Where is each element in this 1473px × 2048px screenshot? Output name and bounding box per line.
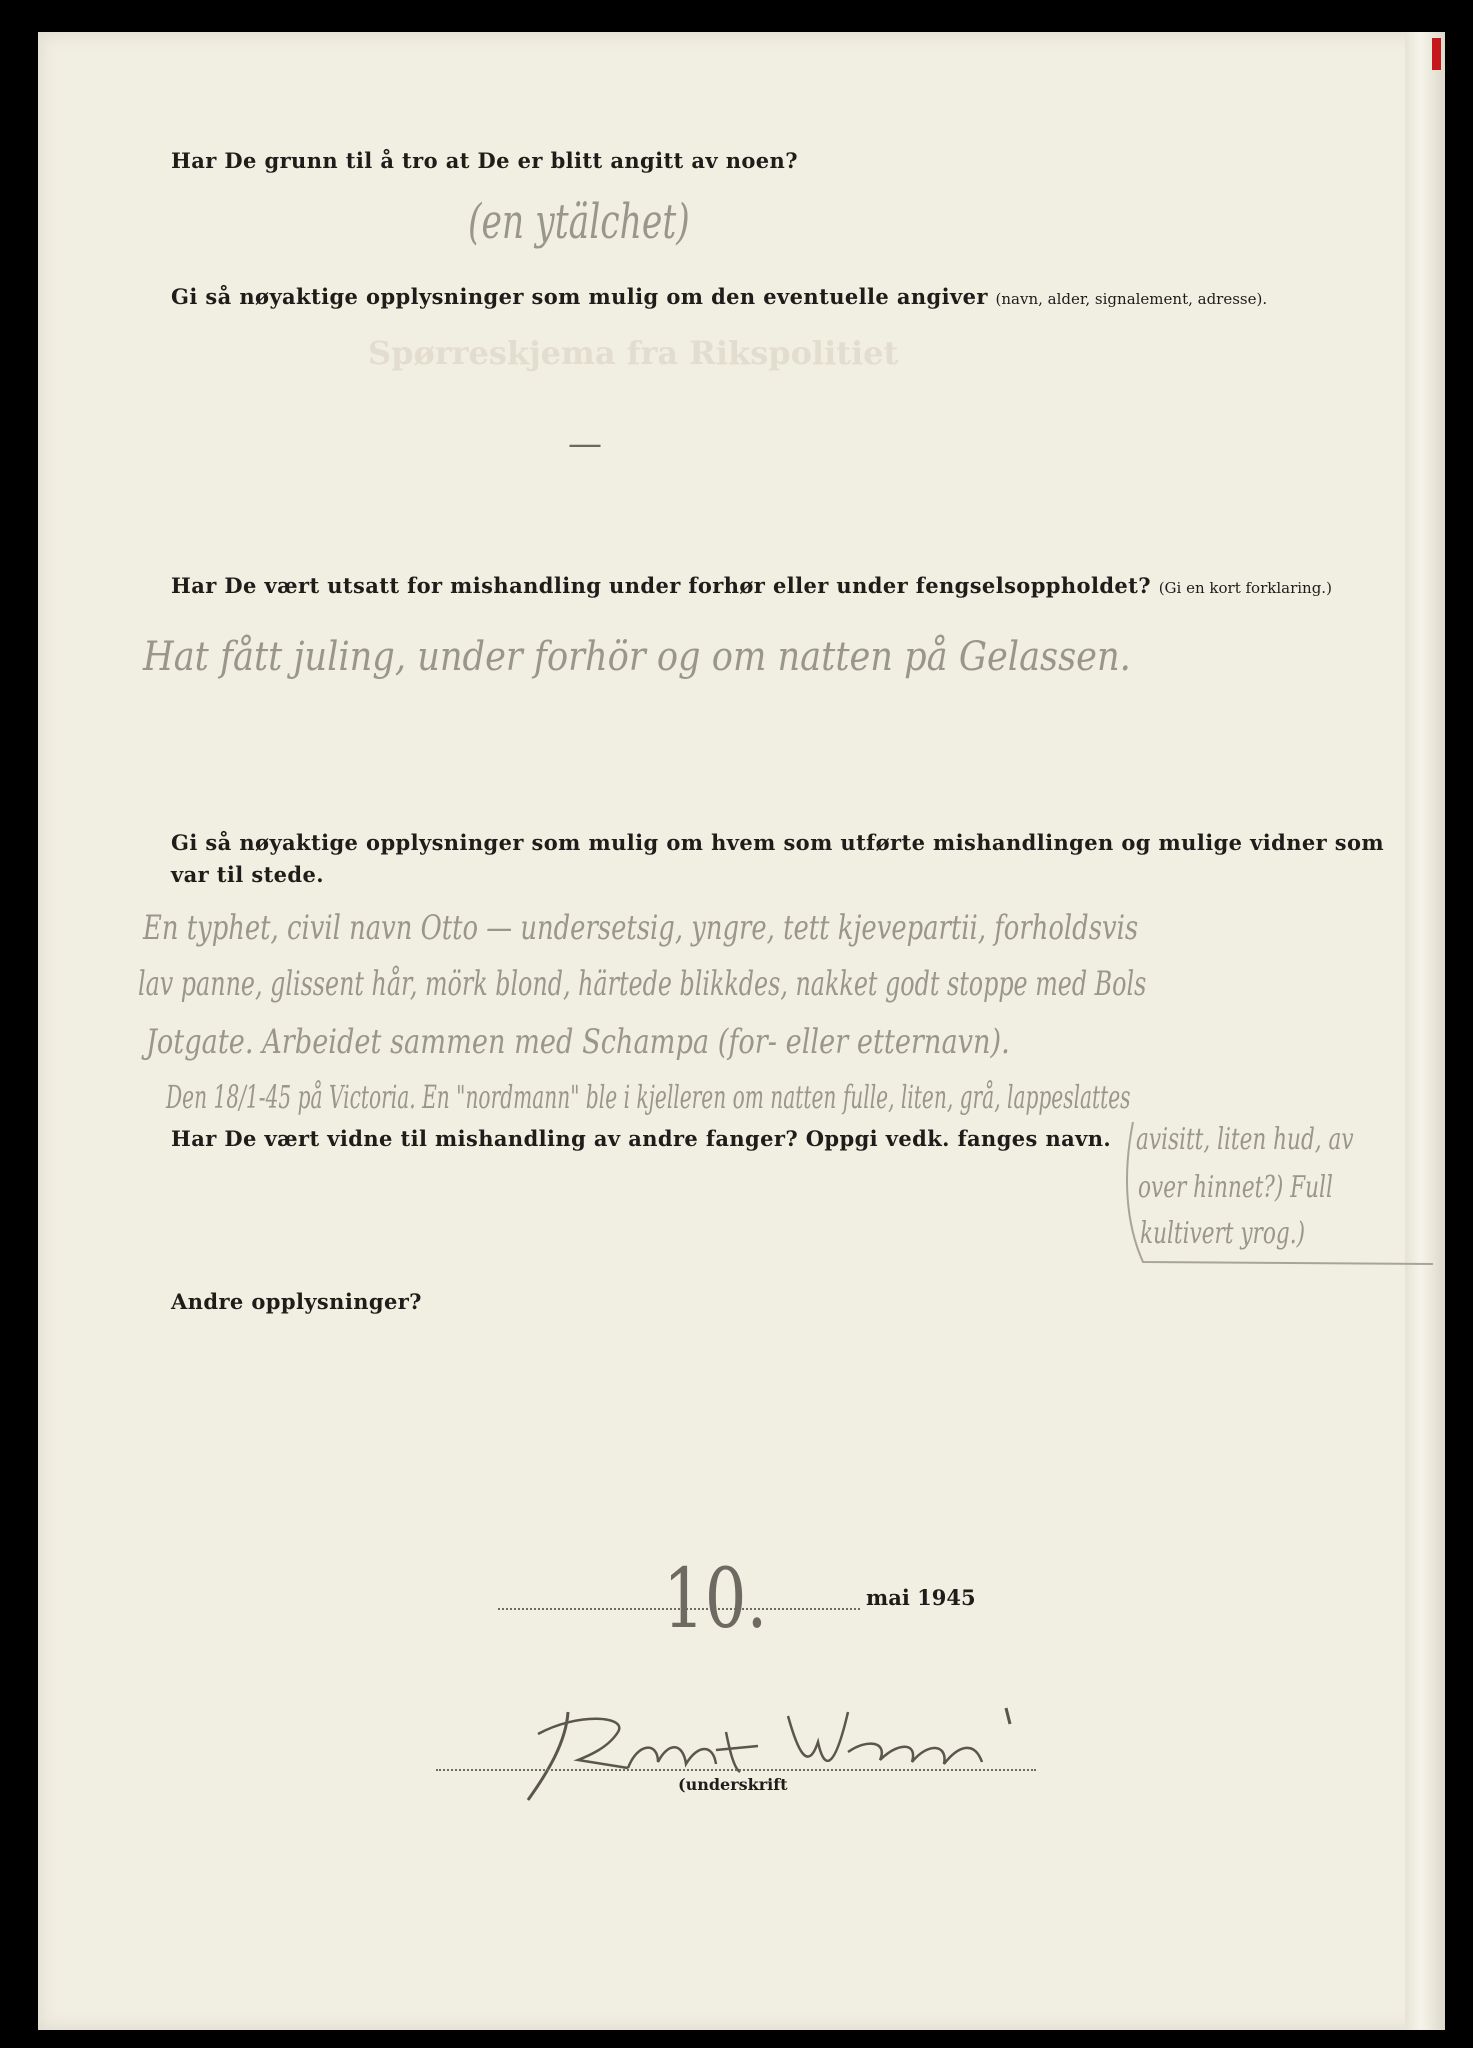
red-marker: [1432, 38, 1441, 70]
background-title: Spørreskjema fra Rikspolitiet: [368, 334, 899, 372]
answer-witness-margin-2: over hinnet?) Full: [1138, 1170, 1333, 1205]
form-page: [38, 32, 1445, 2030]
answer-perpetrators-line-1: En typhet, civil navn Otto — undersetsig, yngre, tett kjevepartii, forholdsvis: [143, 908, 1139, 948]
answer-witness-margin-3: kultivert yrog.): [1140, 1216, 1306, 1251]
question-witness: Har De vært vidne til mishandling av andre fanger? Oppgi vedk. fanges navn.: [171, 1126, 1112, 1151]
page-edge: [1405, 32, 1445, 2030]
question-mistreatment-text: Har De vært utsatt for mishandling under forhør eller under fengselsoppholdet?: [171, 573, 1151, 598]
answer-witness-margin-1: avisitt, liten hud, av: [1136, 1122, 1354, 1157]
answer-mistreatment: Hat fått juling, under forhör og om natten på Gelassen.: [143, 634, 1131, 680]
question-denounced: Har De grunn til å tro at De er blitt angitt av noen?: [171, 148, 798, 173]
signature-caption: (underskrift: [678, 1775, 788, 1794]
answer-witness-line: Den 18/1-45 på Victoria. En "nordmann" ble i kjelleren om natten fulle, liten, grå, lappeslattes: [166, 1078, 1131, 1116]
question-informer: [171, 284, 1267, 309]
answer-perpetrators-line-2: lav panne, glissent hår, mörk blond, härtede blikkdes, nakket godt stoppe med Bols: [138, 964, 1147, 1004]
question-informer-text: Gi så nøyaktige opplysninger som mulig om den eventuelle angiver: [171, 284, 988, 309]
date-day: 10.: [663, 1552, 768, 1647]
date-line: [498, 1608, 860, 1610]
question-perpetrators: Gi så nøyaktige opplysninger som mulig om hvem som utførte mishandlingen og mulige vidner som var til stede.: [171, 830, 1385, 887]
question-mistreatment-note: (Gi en kort forklaring.): [1158, 579, 1332, 597]
answer-informer: —: [568, 424, 602, 464]
question-other: Andre opplysninger?: [171, 1289, 422, 1314]
answer-perpetrators-line-3: Jotgate. Arbeidet sammen med Schampa (for- eller etternavn).: [146, 1022, 1010, 1062]
question-informer-note: (navn, alder, signalement, adresse).: [995, 290, 1268, 308]
answer-denounced: (en ytälchet): [468, 194, 690, 250]
signature-line: [436, 1769, 1036, 1771]
signature-image: [508, 1672, 1068, 1812]
question-mistreatment: [171, 573, 1332, 598]
margin-bracket: [1123, 1112, 1453, 1272]
date-month-year: mai 1945: [866, 1585, 976, 1610]
